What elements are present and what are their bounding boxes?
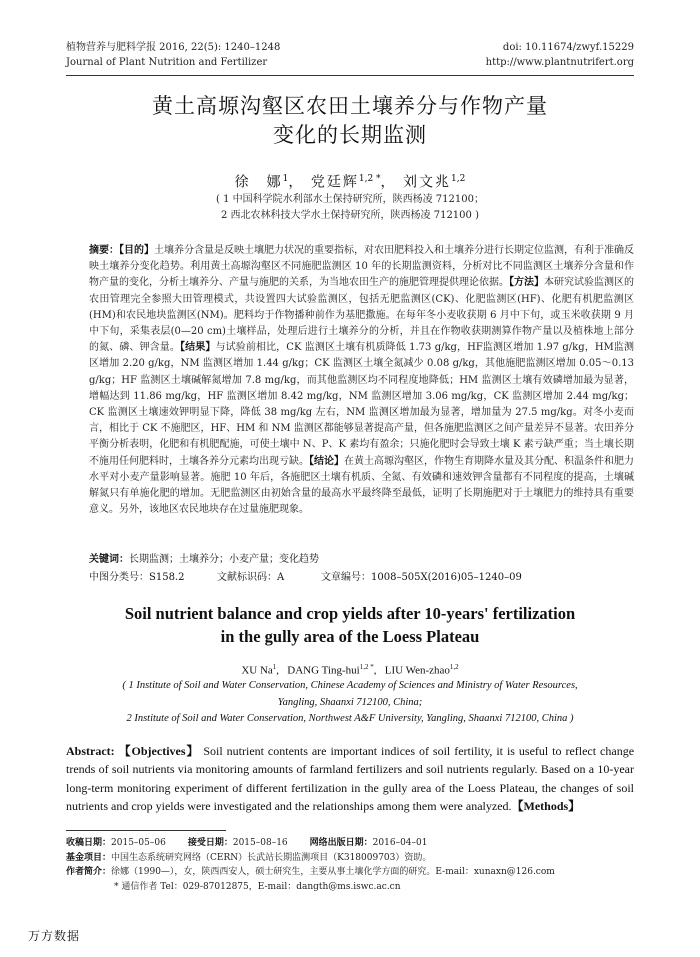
doi-text: doi: 10.11674/zwyf.15229 [502,42,634,53]
header-divider [66,75,634,76]
title-cn-line-1: 黄土高塬沟壑区农田土壤养分与作物产量 [152,94,548,118]
document-code: 文献标识码：A [217,572,285,583]
conclusions-cn-text: 在黄土高塬沟壑区，作物生育期降水量及其分配、积温条件和肥力水平对小麦产量影响显著。施肥 10 年后，各施肥区土壤有机质、全氮、有效磷和速效钾含量都有不同程度的提高，土壤碱解氮只有单施化肥的增加。无肥监测区由初始含量的最高水平最终降至最低，证明了长期施肥对于土壤肥力的维持具有重要意义。另外，该地区农民地块存在过量施肥现象。 [89,455,634,516]
conclusions-cn-label: 【结论】 [309,455,344,467]
abstract-en-label: Abstract: [66,744,115,758]
author-info-text: 徐娜（1990—），女，陕西西安人，硕士研究生，主要从事土壤化学方面的研究。E-mail：xunaxn@126.com [111,867,555,877]
title-cn-line-2: 变化的长期监测 [273,123,427,147]
title-en [66,602,634,648]
abstract-cn-label: 摘要： [89,245,119,256]
footnote-funding [66,851,634,866]
title-en-line-2: in the gully area of the Loess Plateau [220,627,480,646]
footnote-corresponding [66,880,634,895]
affiliations-en [66,678,634,728]
authors-cn [66,170,634,192]
accepted-label: 接受日期： [187,838,233,848]
author-en-1: XU Na [241,664,273,677]
objectives-cn-text: 土壤养分含量是反映土壤肥力状况的重要指标，对农田肥料投入和土壤养分进行长期定位监测，有利于准确反映土壤养分变化趋势。利用黄土高塬沟壑区不同施肥监测区 10 年的长期监测资料，分析对比不同监测区土壤养分含量和作物产量的变化，分析土壤养分、产量与施肥的关系，为当地农田生产的施肥管理提供理论依据。 [89,245,634,289]
keywords-cn-label: 关键词： [89,554,129,565]
affiliation-en-line: 2 Institute of Soil and Water Conservation, Northwest A&F University, Yangling, Shaanxi 712100, China ) [126,713,574,724]
objectives-en-label: 【Objectives】 [118,744,200,758]
footnote-divider [66,830,226,831]
author-cn-sep: ， [380,174,397,191]
footnotes [66,836,634,894]
authors-en: XU Na$^1$, DANG Ting-hui$^{1,2 *}$, LIU Wen-zhao$^{1,2}$ [241,663,459,677]
journal-citation-cn: 植物营养与肥料学报 2016, 22(5): 1240–1248 [66,42,281,53]
keywords-cn-text: 长期监测；土壤养分；小麦产量；变化趋势 [129,554,319,565]
author-en-3: LIU Wen-zhao [384,664,450,677]
corresponding-author: * 通信作者 Tel：029-87012875，E-mail：dangth@ms.iswc.ac.cn [114,881,401,892]
footnote-dates [66,836,634,851]
journal-name-en: Journal of Plant Nutrition and Fertilizer [66,57,268,68]
objectives-cn-label: 【目的】 [119,245,154,256]
funding-label: 基金项目： [66,852,112,863]
running-header [66,40,634,74]
results-cn-text: 与试验前相比，CK 监测区土壤有机质降低 1.73 g/kg，HF监测区增加 1.97 g/kg，HM监测区增加 2.20 g/kg，NM 监测区增加 1.44 g/kg；CK 监测区土壤全氮减少 0.08 g/kg，其他施肥监测区增加 0.05～0.13 g/kg；HF 监测区土壤碱解氮增加 7.8 mg/kg，而其他监测区均不同程度地降低；HM 监测区土壤有效磷增加最为显著，增幅达到 11.86 mg/kg，HF 监测区增加 8.42 mg/kg，NM 监测区增加 3.06 mg/kg，CK 监测区增加 2.44 mg/kg；CK 监测区土壤速效钾明显下降，降低 38 mg/kg 左右，NM 监测区增加最为显著，增加量为 27.5 mg/kg。对冬小麦而言，相比于 CK 不施肥区，HF、HM 和 NM 监测区都能够显著提高产量，但各施肥监测区之间产量差异不显著。农田养分平衡分析表明，化肥和有机肥配施，可使土壤中 N、P、K 素均有盈余；只施化肥时会导致土壤 K 素亏缺严重；当土壤长期不施用任何肥料时，土壤各养分元素均出现亏缺。 [89,342,635,467]
author-en-2: DANG Ting-hui [287,664,360,677]
affiliation-en-line: Yangling, Shaanxi 712100, China; [277,696,423,708]
abstract-en [66,742,634,815]
objectives-en-text: Soil nutrient contents are important indices of soil fertility, it is useful to reflect change trends of soil nutrients via monitoring amounts of farmland fertilizers and soil nutrients regularly. Based on a 10-year long-term monitoring experiment of different fertilization in the gully area of the Loess Plateau, the changes of soil nutrients and crop yields were investigated and the relationships among them were analyzed. [66,744,635,813]
author-cn-sep: ， [288,174,305,191]
author-cn-2-sup: 1,2 * [358,174,381,184]
header-left [66,40,280,70]
accepted-date: 2015–08–16 [232,838,288,848]
author-en-2-sup: 1,2 * [359,663,374,671]
clc-number: 中图分类号：S158.2 [89,572,185,583]
affiliation-cn-line: 2 西北农林科技大学水土保持研究所，陕西杨凌 712100 ) [221,210,479,221]
title-en-line-1: Soil nutrient balance and crop yields after 10-years' fertilization [124,604,576,623]
author-cn-1: 徐 娜 [234,174,283,191]
author-cn-3: 刘文兆 [403,174,451,191]
abstract-cn [89,243,634,518]
affiliation-en-line: ( 1 Institute of Soil and Water Conservation, Chinese Academy of Sciences and Ministry of Water Resources, [122,680,578,691]
published-label: 网络出版日期： [309,838,373,848]
funding-text: 中国生态系统研究网络（CERN）长武站长期监测项目（K318009703）资助。 [111,852,432,863]
received-date: 2015–05–06 [111,838,166,848]
author-en-3-sup: 1,2 [449,663,459,671]
article-number: 文章编号：1008–505X(2016)05–1240–09 [321,572,522,583]
journal-url[interactable]: http://www.plantnutrifert.org [485,57,634,68]
affiliation-cn-line: ( 1 中国科学院水利部水土保持研究所，陕西杨凌 712100； [216,194,484,205]
author-en-1-sup: 1 [272,663,277,671]
title-cn [66,92,634,150]
results-cn-label: 【结果】 [180,342,216,354]
author-info-label: 作者简介： [66,867,112,877]
methods-cn-label: 【方法】 [509,277,544,289]
wanfang-watermark: 万方数据 [28,929,81,943]
header-right [486,40,634,70]
author-cn-2: 党廷辉 [310,174,359,191]
methods-en-label: 【Methods】 [511,798,581,813]
author-cn-3-sup: 1,2 [451,174,466,184]
footnote-author [66,865,634,880]
received-label: 收稿日期： [66,838,112,848]
methods-cn-text: 本研究试验监测区的农田管理完全参照大田管理模式，共设置四大试验监测区，包括无肥监测区(CK)、化肥监测区(HF)、化肥有机肥监测区(HM)和农民地块监测区(NM)。肥料均于作物播种前作为基肥撒施。在每年冬小麦收获期 6 月中下旬，或玉米收获期 9 月中下旬，采集表层(0—20 cm)土壤样品，处理后进行土壤养分的分析，并且在作物收获期测算作物产量以及植株地上部分的氮、磷、钾含量。 [89,277,634,354]
keywords-cn [89,552,634,567]
published-date: 2016–04–01 [372,838,428,848]
affiliations-cn [66,192,634,224]
author-cn-1-sup: 1 [282,174,289,184]
